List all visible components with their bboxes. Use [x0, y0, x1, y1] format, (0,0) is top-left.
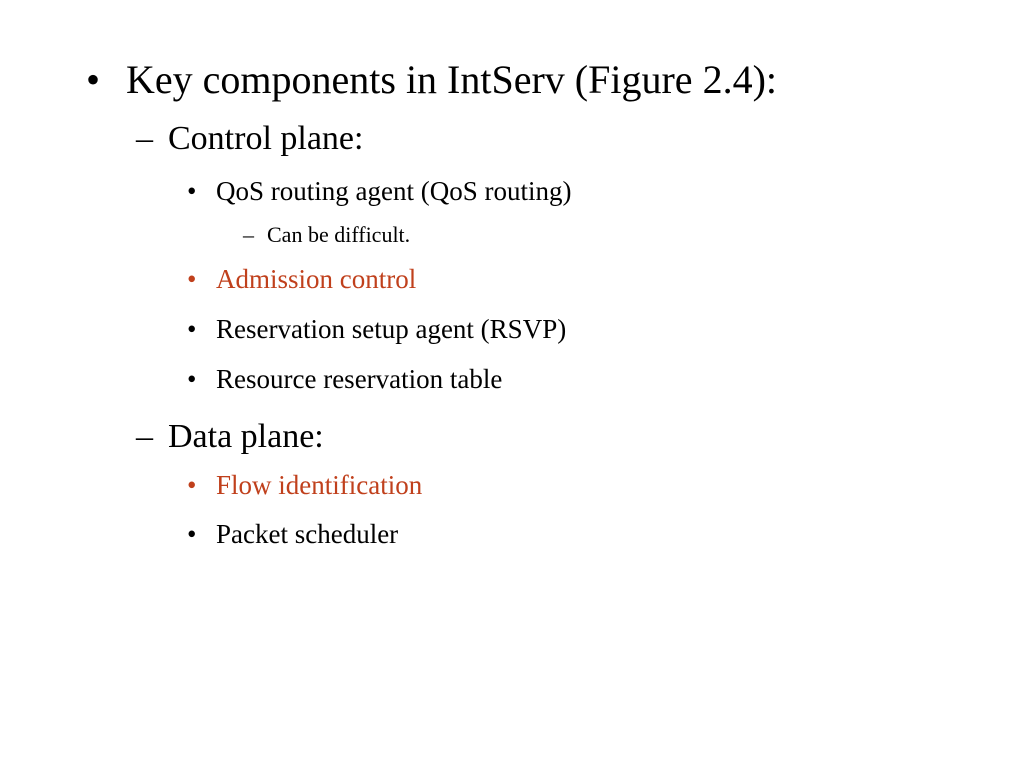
bullet-text: Packet scheduler	[216, 519, 399, 549]
bullet-marker: •	[187, 176, 197, 206]
bullet-text: Admission control	[216, 264, 417, 294]
bullet-text: Control plane:	[168, 120, 364, 157]
dash-marker: –	[136, 120, 153, 157]
dash-marker: –	[136, 418, 153, 455]
dash-marker: –	[243, 222, 254, 247]
bullet-marker: •	[187, 364, 197, 394]
bullet-marker: •	[187, 470, 197, 500]
bullet-text: Flow identification	[216, 470, 423, 500]
bullet-text: Key components in IntServ (Figure 2.4):	[126, 57, 777, 102]
bullet-marker: •	[86, 57, 101, 102]
bullet-text: Can be difficult.	[267, 222, 411, 247]
bullet-text: Data plane:	[168, 418, 324, 455]
bullet-marker: •	[187, 314, 197, 344]
bullet-marker: •	[187, 519, 197, 549]
bullet-text: QoS routing agent (QoS routing)	[216, 176, 572, 206]
bullet-text: Reservation setup agent (RSVP)	[216, 314, 567, 344]
bullet-marker: •	[187, 264, 197, 294]
bullet-text: Resource reservation table	[216, 364, 503, 394]
